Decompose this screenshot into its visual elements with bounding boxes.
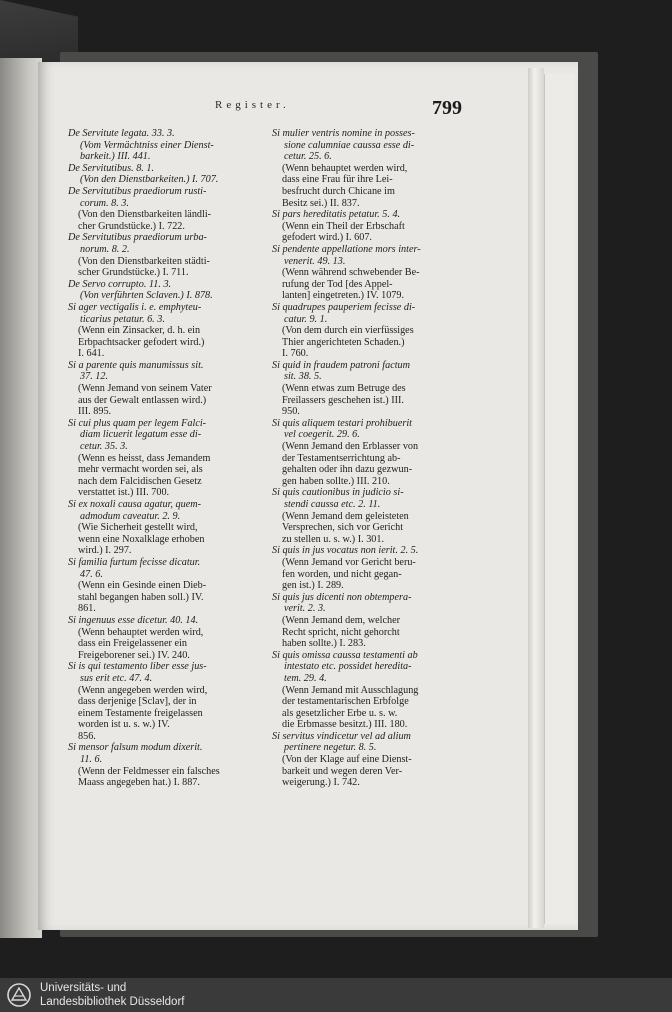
register-entry-title <box>272 302 468 325</box>
register-entry-title <box>272 244 468 267</box>
entry-line: Besitz sei.) II. 837. <box>282 197 360 209</box>
entry-line: Si is qui testamento liber esse jus- <box>68 661 207 673</box>
entry-line: (Von dem durch ein vierfüssiges <box>282 325 414 337</box>
entry-line: cher Grundstücke.) I. 722. <box>78 220 185 232</box>
entry-line: admodum caveatur. 2. 9. <box>80 510 181 522</box>
register-entry-title <box>68 128 264 163</box>
entry-line: als gesetzlicher Erbe u. s. w. <box>282 707 398 719</box>
register-entry-title <box>272 592 468 615</box>
register-entry-translation <box>272 163 468 209</box>
entry-line: lanten] eingetreten.) IV. 1079. <box>282 290 405 302</box>
register-entry-title <box>68 499 264 522</box>
library-name-line1: Universitäts- und <box>40 982 127 994</box>
entry-line: barkeit.) III. 441. <box>80 151 151 163</box>
entry-line: (Wenn ein Theil der Erbschaft <box>282 220 405 232</box>
entry-line: verit. 2. 3. <box>284 603 326 615</box>
entry-line: gehalten oder ihn dazu gezwun- <box>282 464 413 476</box>
entry-line: (Wenn ein Gesinde einen Dieb- <box>78 580 207 592</box>
entry-line: (Wenn behauptet werden wird, <box>282 162 408 174</box>
entry-line: wird.) I. 297. <box>78 545 132 557</box>
entry-line: cetur. 25. 6. <box>284 151 332 163</box>
entry-line: (Von den Dienstbarkeiten ländli- <box>78 209 212 221</box>
register-entry-title <box>68 557 264 580</box>
register-entry-translation <box>272 383 468 418</box>
entry-line: (Wenn angegeben werden wird, <box>78 684 208 696</box>
register-entry-translation <box>272 557 468 592</box>
entry-line: De Servitute legata. 33. 3. <box>68 128 175 139</box>
register-entry-title <box>68 302 264 325</box>
register-entry-title <box>68 279 264 302</box>
register-entry-translation <box>68 453 264 499</box>
register-entry-title <box>68 742 264 765</box>
entry-line: 37. 12. <box>80 371 109 383</box>
register-entry-translation <box>272 511 468 546</box>
entry-line: Maass angegeben hat.) I. 887. <box>78 777 200 789</box>
register-entry-translation <box>68 383 264 418</box>
entry-line: der testamentarischen Erbfolge <box>282 696 409 708</box>
entry-line: Thier angerichteten Schaden.) <box>282 336 405 348</box>
entry-line: mehr vermacht worden sei, als <box>78 464 203 476</box>
entry-line: cetur. 35. 3. <box>80 441 128 453</box>
entry-line: nach dem Falcidischen Gesetz <box>78 475 202 487</box>
entry-line: (Wenn etwas zum Betruge des <box>282 383 406 395</box>
register-entry-title <box>272 209 468 221</box>
library-footer <box>0 978 672 1012</box>
entry-line: Freigeborener sei.) IV. 240. <box>78 649 190 661</box>
register-entry-translation <box>272 615 468 650</box>
entry-line: I. 760. <box>282 348 309 360</box>
register-entry-translation <box>272 267 468 302</box>
entry-line: Erbpachtsacker gefodert wird.) <box>78 336 205 348</box>
register-entry-translation <box>272 441 468 487</box>
entry-line: gen ist.) I. 289. <box>282 580 344 592</box>
entry-line: dass eine Frau für ihre Lei- <box>282 174 393 186</box>
page-number: 799 <box>432 97 462 119</box>
entry-line: sit. 38. 5. <box>284 371 322 383</box>
entry-line: Si quis omissa caussa testamenti ab <box>272 649 418 661</box>
entry-line: Si familia furtum fecisse dicatur. <box>68 556 201 568</box>
library-logo-icon <box>6 982 32 1008</box>
register-entry-title <box>68 418 264 453</box>
entry-line: worden ist u. s. w.) IV. <box>78 719 170 731</box>
register-entry-translation <box>68 256 264 279</box>
entry-line: catur. 9. 1. <box>284 313 328 325</box>
entry-line: Si quis cautionibus in judicio si- <box>272 487 404 499</box>
entry-line: sione calumniae caussa esse di- <box>284 139 415 151</box>
entry-line: stendi caussa etc. 2. 11. <box>284 499 381 510</box>
entry-line: (Von den Dienstbarkeiten.) I. 707. <box>80 174 219 186</box>
entry-line: vel coegerit. 29. 6. <box>284 429 360 441</box>
register-entry-translation <box>68 209 264 232</box>
entry-line: (Von verführten Sclaven.) I. 878. <box>80 290 213 302</box>
register-entry-title <box>68 186 264 209</box>
entry-line: 861. <box>78 603 96 615</box>
register-entry-title <box>68 232 264 255</box>
entry-line: weigerung.) I. 742. <box>282 777 360 789</box>
entry-line: De Servo corrupto. 11. 3. <box>68 278 172 290</box>
register-entry-translation <box>68 325 264 360</box>
entry-line: Si pendente appellatione mors inter- <box>272 243 421 255</box>
entry-line: diam licuerit legatum esse di- <box>80 429 202 441</box>
register-entry-title <box>272 650 468 685</box>
register-entry-title <box>272 418 468 441</box>
entry-line: (Wenn Jemand dem, welcher <box>282 614 400 626</box>
entry-line: Si mensor falsum modum dixerit. <box>68 742 203 754</box>
register-entry-translation <box>68 627 264 662</box>
entry-line: III. 895. <box>78 406 112 418</box>
entry-line: dass ein Freigelassener ein <box>78 638 187 650</box>
entry-line: (Wenn Jemand mit Ausschlagung <box>282 684 419 696</box>
entry-line: (Vom Vermächtniss einer Dienst- <box>80 139 214 151</box>
entry-line: barkeit und wegen deren Ver- <box>282 765 403 777</box>
entry-line: De Servitutibus. 8. 1. <box>68 162 155 174</box>
register-entry-title <box>68 163 264 186</box>
entry-line: (Wenn behauptet werden wird, <box>78 626 204 638</box>
entry-line: corum. 8. 3. <box>80 197 129 209</box>
entry-line: verstattet ist.) III. 700. <box>78 487 170 499</box>
library-name-line2: Landesbibliothek Düsseldorf <box>40 996 185 1008</box>
entry-line: De Servitutibus praediorum urba- <box>68 232 207 244</box>
entry-line: stahl begangen haben soll.) IV. <box>78 591 204 603</box>
entry-line: Freilassers geschehen ist.) III. <box>282 394 404 406</box>
entry-line: 950. <box>282 406 300 418</box>
entry-line: Si quis in jus vocatus non ierit. 2. 5. <box>272 545 419 557</box>
register-entry-translation <box>272 754 468 789</box>
page-fore-edge <box>528 68 544 928</box>
entry-line: Si ingenuus esse dicetur. 40. 14. <box>68 614 199 626</box>
entry-line: fen worden, und nicht gegan- <box>282 568 402 580</box>
entry-line: sus erit etc. 47. 4. <box>80 672 153 684</box>
page-stack-edge <box>544 74 575 924</box>
entry-line: (Wenn der Feldmesser ein falsches <box>78 765 220 777</box>
entry-line: Si ager vectigalis i. e. emphyteu- <box>68 301 202 313</box>
entry-line: haben sollte.) I. 283. <box>282 638 366 650</box>
entry-line: tem. 29. 4. <box>284 672 327 684</box>
library-name <box>40 981 184 1009</box>
register-entry-translation <box>68 766 264 789</box>
entry-line: I. 641. <box>78 348 105 360</box>
running-head: Register. <box>215 99 290 111</box>
entry-line: dass derjenige [Sclav], der in <box>78 696 197 708</box>
register-column-left <box>68 128 264 789</box>
entry-line: scher Grundstücke.) I. 711. <box>78 267 189 279</box>
register-entry-translation <box>68 685 264 743</box>
register-entry-translation <box>272 221 468 244</box>
entry-line: zu stellen u. s. w.) I. 301. <box>282 533 385 545</box>
entry-line: Si pars hereditatis petatur. 5. 4. <box>272 209 401 221</box>
entry-line: Si mulier ventris nomine in posses- <box>272 128 415 139</box>
register-entry-title <box>272 487 468 510</box>
entry-line: (Wenn während schwebender Be- <box>282 267 420 279</box>
register-entry-title <box>272 128 468 163</box>
entry-line: aus der Gewalt entlassen wird.) <box>78 394 207 406</box>
register-column-right <box>272 128 468 789</box>
register-entry-translation <box>68 580 264 615</box>
entry-line: Si cui plus quam per legem Falci- <box>68 417 207 429</box>
left-page-edge <box>0 58 42 938</box>
entry-line: ticarius petatur. 6. 3. <box>80 313 165 325</box>
entry-line: (Wenn es heisst, dass Jemandem <box>78 452 211 464</box>
entry-line: venerit. 49. 13. <box>284 255 346 267</box>
entry-line: Si quadrupes pauperiem fecisse di- <box>272 301 416 313</box>
entry-line: Si servitus vindicetur vel ad alium <box>272 730 411 742</box>
entry-line: Versprechen, sich vor Gericht <box>282 522 404 534</box>
register-entry-title <box>272 360 468 383</box>
entry-line: Si quis aliquem testari prohibuerit <box>272 417 412 429</box>
entry-line: (Von der Klage auf eine Dienst- <box>282 754 412 766</box>
register-entry-title <box>68 615 264 627</box>
entry-line: De Servitutibus praediorum rusti- <box>68 185 207 197</box>
entry-line: wenn eine Noxalklage erhoben <box>78 533 205 545</box>
entry-line: gen haben sollte.) III. 210. <box>282 475 390 487</box>
entry-line: der Testamentserrichtung ab- <box>282 452 401 464</box>
entry-line: 47. 6. <box>80 568 103 580</box>
register-entry-translation <box>272 685 468 731</box>
entry-line: (Wenn Jemand vor Gericht beru- <box>282 556 416 568</box>
entry-line: pertinere negetur. 8. 5. <box>284 742 377 754</box>
register-entry-title <box>272 545 468 557</box>
register-entry-translation <box>272 325 468 360</box>
entry-line: (Wenn Jemand den Erblasser von <box>282 441 419 453</box>
entry-line: Si a parente quis manumissus sit. <box>68 359 204 371</box>
entry-line: (Wie Sicherheit gestellt wird, <box>78 522 198 534</box>
register-entry-title <box>272 731 468 754</box>
entry-line: Si quid in fraudem patroni factum <box>272 359 410 371</box>
entry-line: besfrucht durch Chicane im <box>282 185 395 197</box>
register-entry-title <box>68 360 264 383</box>
entry-line: rufung der Tod [des Appel- <box>282 278 393 290</box>
entry-line: (Von den Dienstbarkeiten städti- <box>78 255 210 267</box>
entry-line: Si quis jus dicenti non obtempera- <box>272 591 412 603</box>
entry-line: 11. 6. <box>80 754 103 766</box>
entry-line: 856. <box>78 730 96 742</box>
entry-line: norum. 8. 2. <box>80 243 130 255</box>
entry-line: einem Testamente freigelassen <box>78 707 203 719</box>
register-entry-translation <box>68 522 264 557</box>
register-entry-title <box>68 661 264 684</box>
entry-line: die Erbmasse besitzt.) III. 180. <box>282 719 408 731</box>
entry-line: (Wenn Jemand dem geleisteten <box>282 510 409 522</box>
entry-line: intestato etc. possidet heredita- <box>284 661 412 673</box>
entry-line: Si ex noxali causa agatur, quem- <box>68 499 201 510</box>
entry-line: (Wenn ein Zinsacker, d. h. ein <box>78 325 201 337</box>
entry-line: (Wenn Jemand von seinem Vater <box>78 383 212 395</box>
entry-line: Recht spricht, nicht gehorcht <box>282 626 400 638</box>
entry-line: gefodert wird.) I. 607. <box>282 232 372 244</box>
